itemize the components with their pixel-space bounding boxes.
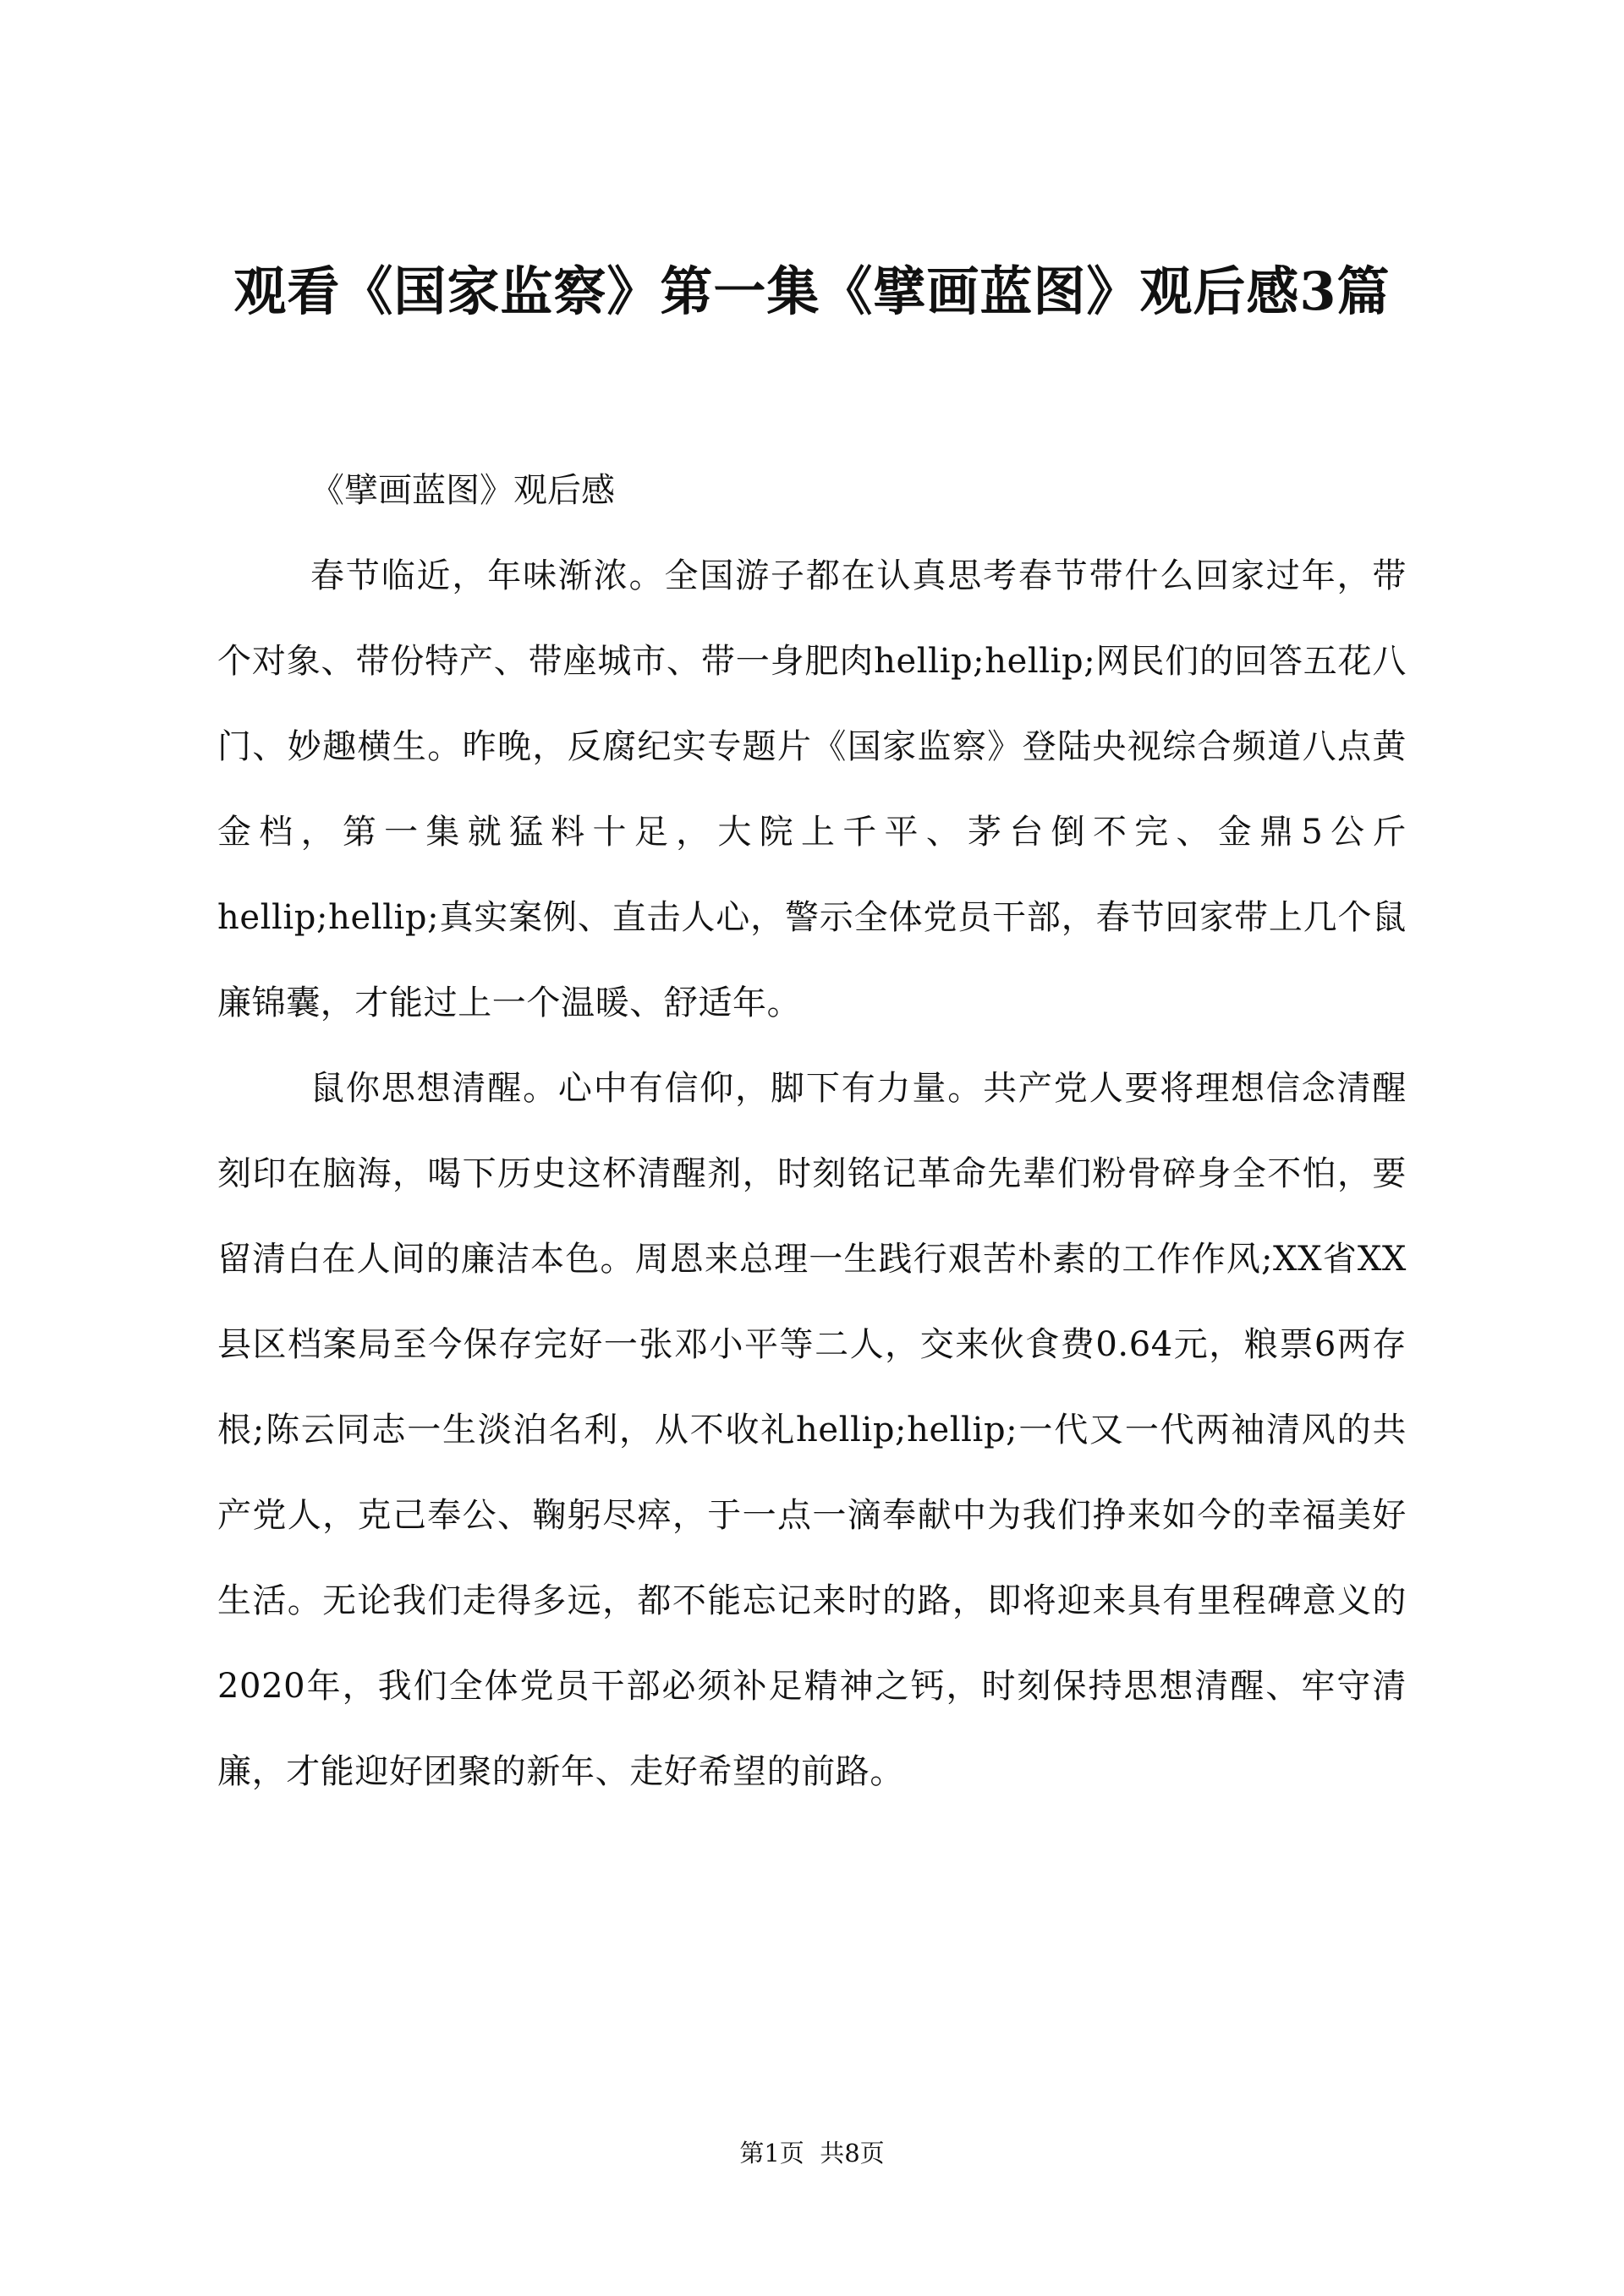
section-subheading: 《擘画蓝图》观后感 [310, 471, 615, 510]
footer-suffix: 页 [859, 2139, 885, 2167]
paragraph-1: 春节临近，年味渐浓。全国游子都在认真思考春节带什么回家过年，带个对象、带份特产、带座城市、带一身肥肉hellip;hellip;网民们的回答五花八门、妙趣横生。昨晚，反腐纪实专题片《国家监察》登陆央视综合频道八点黄金档，第一集就猛料十足，大院上千平、茅台倒不完、金鼎5公斤hellip;hellip;真实案例、直击人心，警示全体党员干部，春节回家带上几个鼠廉锦囊，才能过上一个温暖、舒适年。 [217, 556, 1407, 1022]
footer-total-pages: 8 [844, 2139, 860, 2167]
footer-current-page: 1 [764, 2139, 780, 2167]
document-title: 观看《国家监察》第一集《擘画蓝图》观后感3篇 [233, 260, 1391, 322]
paragraph-2: 鼠你思想清醒。心中有信仰，脚下有力量。共产党人要将理想信念清醒刻印在脑海，喝下历史这杯清醒剂，时刻铭记革命先辈们粉骨碎身全不怕，要留清白在人间的廉洁本色。周恩来总理一生践行艰苦朴素的工作作风;XX省XX县区档案局至今保存完好一张邓小平等二人，交来伙食费0.64元，粮票6两存根;陈云同志一生淡泊名利，从不收礼hellip;hellip;一代又一代两袖清风的共产党人，克己奉公、鞠躬尽瘁，于一点一滴奉献中为我们挣来如今的幸福美好生活。无论我们走得多远，都不能忘记来时的路，即将迎来具有里程碑意义的2020年，我们全体党员干部必须补足精神之钙，时刻保持思想清醒、牢守清廉，才能迎好团聚的新年、走好希望的前路。 [217, 1069, 1407, 1791]
document-body [217, 448, 1407, 1815]
footer-mid: 页 共 [779, 2139, 845, 2167]
page-footer [0, 2136, 1624, 2170]
footer-prefix: 第 [739, 2139, 765, 2167]
